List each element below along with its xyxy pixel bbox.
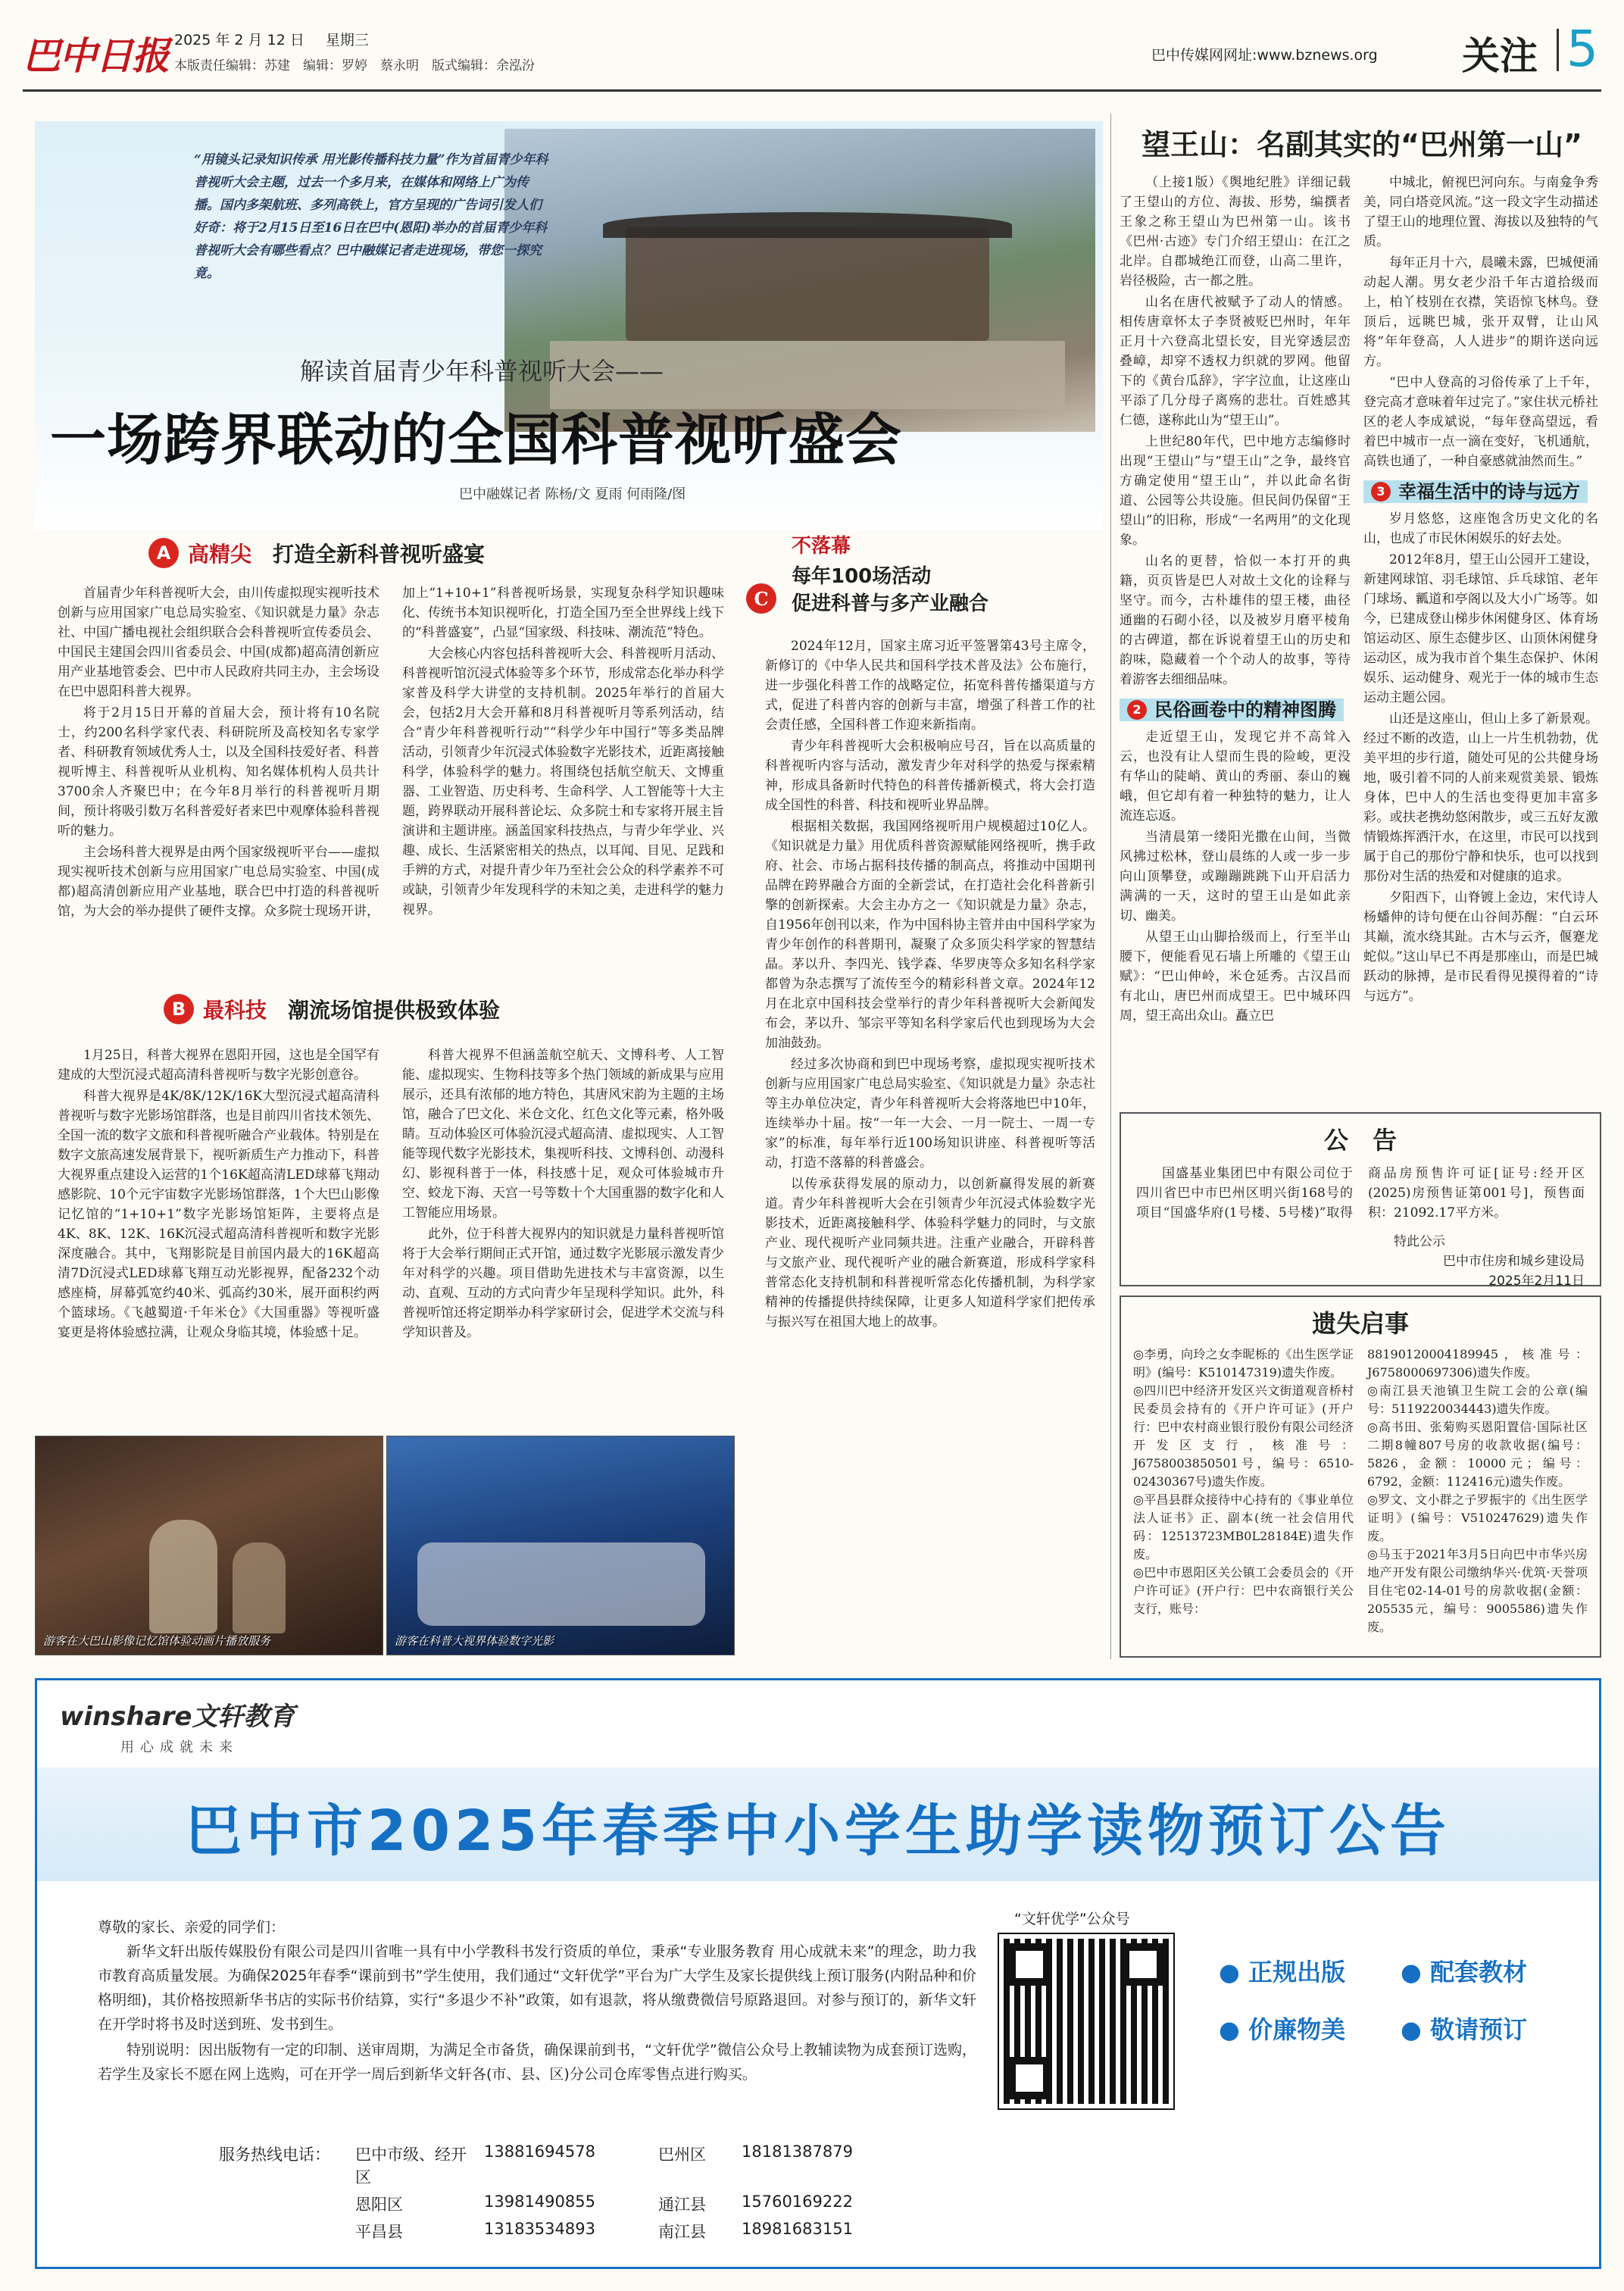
feature-item: ● 敬请预订 bbox=[1401, 2015, 1528, 2044]
feature-headline: 一场跨界联动的全国科普视听盛会 bbox=[50, 408, 902, 473]
feature-intro: “用镜头记录知识传承 用光影传播科技力量”作为首届青少年科普视听大会主题，过去一个多月来，在媒体和网络上广为传播。国内多架航班、多列高铁上，官方呈现的广告词引发人们好奇：将于2月15日至16日在巴中(恩阳)举办的首届青少年科普视听大会有哪些看点？巴中融媒记者走进现场，带您一探究竟。 bbox=[194, 152, 548, 281]
lost-item: 88190120004189945，核准号：J6758000697306)遗失作废。 bbox=[1367, 1347, 1588, 1380]
masthead-rule bbox=[23, 89, 1601, 92]
qr-label: “文轩优学”公众号 bbox=[1014, 1911, 1130, 1927]
hotline-area: 巴州区 bbox=[658, 2146, 706, 2164]
mountain-para: 当清晨第一缕阳光撒在山间，当微风拂过松林，登山晨练的人或一步一步向山顶攀登，或蹦蹦跳跳下山开启活力满满的一天，这时的望王山是如此亲切、幽美。 bbox=[1120, 830, 1351, 924]
subhead-3-title: 幸福生活中的诗与远方 bbox=[1398, 481, 1580, 502]
hotline-phone[interactable]: 18181387879 bbox=[742, 2143, 853, 2161]
issue-date bbox=[174, 29, 369, 49]
section-a-letter: A bbox=[148, 538, 179, 568]
editors-line: 本版责任编辑：苏建 编辑：罗婷 蔡永明 版式编辑：余泓汾 bbox=[174, 58, 535, 73]
section-c-title-2: 促进科普与多产业融合 bbox=[792, 592, 989, 615]
section-a-para: 主会场科普大视界是由两个国家级视听平台——虚拟现实视听技术创新与应用国家广电总局实验室、中国(成都)超高清创新应用产业基地，联合巴中打造的科普视听馆，为大会的举办提供了硬件支撑。众多院士现场开讲，加上“1+10+1”科普视听场景，实现复杂科学知识趣味化、传统书本知识视听化，打造全国乃至全世界线上线下的“科普盛宴”，凸显“国家级、科技味、潮流范”特色。 bbox=[58, 586, 724, 919]
section-a bbox=[35, 538, 732, 568]
mountain-para: 岁月悠悠，这座饱含历史文化的名山，也成了市民休闲娱乐的好去处。 bbox=[1363, 511, 1598, 546]
photo-2-seats bbox=[417, 1542, 705, 1626]
notice-date: 2025年2月11日 bbox=[1488, 1274, 1585, 1289]
lost-item: ◎马玉于2021年3月5日向巴中市华兴房地产开发有限公司缴纳华兴·优筑·天誉项目住宅02-14-01号的房款收据(金额：205535元，编号：9005586)遗失作废。 bbox=[1367, 1547, 1588, 1634]
ad-box bbox=[35, 1678, 1601, 2269]
section-b-letter: B bbox=[164, 994, 194, 1024]
feature-item: ● 正规出版 bbox=[1219, 1958, 1346, 1986]
lost-item: ◎高书田、张菊购买恩阳置信·国际社区二期8幢807号房的收款收据(编号：5826，金额：10000元；编号：6792，金额：112416元)遗失作废。 bbox=[1367, 1420, 1588, 1489]
feature-label: 敬请预订 bbox=[1430, 2015, 1528, 2044]
lost-item: ◎南江县天池镇卫生院工会的公章(编号：5119220034443)遗失作废。 bbox=[1367, 1383, 1588, 1416]
mountain-para: 夕阳西下，山脊镀上金边，宋代诗人杨蟠伸的诗句便在山谷间苏醒：“白云环其巅，流水绕其趾。古木与云齐，偃蹇龙蛇似。”这山早已不再是那座山，而是巴城跃动的脉搏，是市民看得见摸得着的“诗与远方”。 bbox=[1363, 890, 1598, 1004]
section-c bbox=[746, 530, 1102, 629]
feature-byline: 巴中融媒记者 陈杨/文 夏雨 何雨隆/图 bbox=[459, 486, 686, 502]
feature-item: ● 价廉物美 bbox=[1219, 2015, 1346, 2044]
masthead bbox=[23, 21, 1601, 82]
section-b-para: 科普大视界是4K/8K/12K/16K大型沉浸式超高清科普视听与数字光影场馆群落，也是目前四川省技术领先、全国一流的数字文旅和科普视听融合产业载体。特别是在数字文旅高速发展背景下，视听新质生产力推动下，科普大视界重点建设入运营的1个16K超高清LED球幕飞翔动感影院、10个元宇宙数字光影场馆群落，1个大巴山影像记忆馆的“1+10+1”数字光影场馆矩阵，主要将点是4K、8K、12K、16K沉浸式超高清科普视听和数字光影深度融合。其中，飞翔影院是目前国内最大的16K超高清7D沉浸式LED球幕飞翔互动光影视界，配备232个动感座椅，屏幕弧宽约40米、弧高约30米，展开面积约两个篮球场。《飞越蜀道·千年米仓》《大国重器》等视听盛宴更是将体验感拉满，让观众身临其境，体验感十足。 bbox=[58, 1089, 379, 1340]
section-c-para: 青少年科普视听大会积极响应号召，旨在以高质量的科普视听内容与活动，激发青少年对科学的热爱与探索精神，形成具备新时代特色的科普传播新模式，将大会打造成全国性的科普、科技和视听业界品牌。 bbox=[765, 739, 1095, 813]
section-b-title: 潮流场馆提供极致体验 bbox=[288, 998, 501, 1023]
lost-item: ◎李勇，向玲之女李昵栎的《出生医学证明》(编号：K510147319)遗失作废。 bbox=[1133, 1347, 1354, 1380]
mountain-col-2 bbox=[1363, 173, 1598, 1105]
lost-item: ◎平昌县群众接待中心持有的《事业单位法人证书》正、副本(统一社会信用代码：12513723MB0L28184E)遗失作废。 bbox=[1133, 1492, 1354, 1561]
lost-title: 遗失启事 bbox=[1311, 1309, 1409, 1338]
subhead-2-title: 民俗画卷中的精神图腾 bbox=[1154, 699, 1336, 720]
mountain-para: （上接1版）《舆地纪胜》详细记载了王望山的方位、海拔、形势，编撰者王象之称王望山为巴州第一山。该书《巴州·古迹》专门介绍王望山：在江之北岸。自郡城绝江而登，山高二里许，岩径极险，古一都之胜。 bbox=[1120, 175, 1351, 289]
page-number: 5 bbox=[1566, 20, 1598, 78]
date-text: 2025 年 2 月 12 日 bbox=[174, 32, 304, 48]
hero-building bbox=[626, 227, 989, 341]
section-a-para: 首届青少年科普视听大会，由川传虚拟现实视听技术创新与应用国家广电总局实验室、《知识就是力量》杂志社、中国广播电视社会组织联合会科普视听宣传委员会、中国民主建国会四川省委员会、中国(成都)超高清创新应用产业基地管委会、巴中市人民政府共同主办，主会场设在巴中恩阳科普大视界。 bbox=[58, 586, 379, 699]
hotline-area: 巴中市级、经开区 bbox=[355, 2146, 467, 2186]
mountain-col-1 bbox=[1120, 173, 1351, 1105]
qr-corner bbox=[1122, 1943, 1164, 1986]
qr-corner bbox=[1008, 1943, 1051, 1986]
section-b-para: 科普大视界不但涵盖航空航天、文博科考、人工智能、虚拟现实、生物科技等多个热门领域的新成果与应用展示，还具有浓郁的地方特色，其唐风宋韵为主题的主场馆，融合了巴文化、米仓文化、红色文化等元素，格外吸睛。互动体验区可体验沉浸式超高清、虚拟现实、人工智能等现代数字光影技术，集视听科技、文博科创、动漫科幻、影视科普于一体，科技感十足，观众可体验城市升空、蛟龙下海、天宫一号等数十个大国重器的数字化和人工智能应用场景。 bbox=[402, 1048, 724, 1221]
hotline-phone[interactable]: 13881694578 bbox=[484, 2143, 595, 2161]
notice-closing: 特此公示 bbox=[1394, 1234, 1445, 1249]
subhead-3-number: 3 bbox=[1371, 482, 1391, 502]
ad-para: 新华文轩出版传媒股份有限公司是四川省唯一具有中小学教科书发行资质的单位，秉承“专业服务教育 用心成就未来”的理念，助力我市教育高质量发展。为确保2025年春季“课前到书”学生使用，我们通过“文轩优学”平台为广大学生及家长提供线上预订服务(内附品种和价格明细)，其价格按照新华书店的实际书价结算，实行“多退少不补”政策，如有退款，将从缴费微信号原路退回。对参与预订的，新华文轩在开学时将书及时送到班、发书到生。 bbox=[98, 1943, 976, 2033]
subhead-2-number: 2 bbox=[1127, 700, 1147, 720]
section-a-para: 大会核心内容包括科普视听大会、科普视听月活动、科普视听馆沉浸式体验等多个环节，形成常态化举办科学家普及科学大讲堂的支持机制。2025年举行的首届大会，包括2月大会开幕和8月科普视听月等系列活动，结合“青少年科普视听行动”“科学少年中国行”等多类品牌活动，引领青少年沉浸式体验数字光影技术，近距离接触科学，体验科学的魅力。将围绕包括航空航天、文博重器、工业智造、历史科考、生命科学、人工智能等十大主题，跨界联动开展科普论坛、众多院士和专家将开展主旨演讲和主题讲座。涵盖国家科技热点，与青少年学业、兴趣、成长、生活紧密相关的热点，以耳闻、目见、足践和手辨的方式，对提升青少年乃至社会公众的科学素养不可或缺，引领青少年发现科学的未知之美，走进科学的魅力视界。 bbox=[402, 646, 724, 917]
mountain-para: 2012年8月，望王山公园开工建设，新建网球馆、羽毛球馆、乒乓球馆、老年门球场、瓤道和亭阁以及大小广场等。如今，已建成登山梯步休闲健身区、体育场馆运动区、原生态健步区、山顶休闲健身运动区，成为我市首个集生态保护、休闲娱乐、运动健身、观光于一体的城市生态运动主题公园。 bbox=[1363, 552, 1598, 705]
section-c-tag: 不落幕 bbox=[792, 535, 851, 558]
feature-label: 价廉物美 bbox=[1248, 2015, 1346, 2044]
mountain-para: 山名在唐代被赋予了动人的情感。相传唐章怀太子李贤被贬巴州时，年年正月十六登高北望长安，目光穿透层峦叠嶂，却穿不透权力织就的罗网。他留下的《黄台瓜辞》，字字泣血，让这座山平添了几分母子离殇的悲壮。百姓感其仁德，遂称此山为“望王山”。 bbox=[1120, 295, 1351, 428]
hotline-phone[interactable]: 15760169222 bbox=[742, 2193, 853, 2211]
ad-brand: winshare文轩教育 bbox=[60, 1702, 295, 1732]
mountain-subhead-3 bbox=[1363, 480, 1588, 503]
hotline-phone[interactable]: 18981683151 bbox=[742, 2220, 853, 2238]
notice-box bbox=[1120, 1112, 1601, 1289]
mountain-para: 山还是这座山，但山上多了新景观。经过不断的改造，山上一片生机勃勃，优美平坦的步行道，随处可见的公共健身场地，吸引着不同的人前来观赏美景、锻炼身体，巴中人的生活也变得更加丰富多彩。或扶老携幼悠闲散步，或三五好友激情锻炼挥洒汗水，在这里，市民可以找到属于自己的那份宁静和快乐，也可以找到那份对生活的热爱和对健康的追求。 bbox=[1363, 711, 1598, 884]
column-divider bbox=[1110, 114, 1111, 1659]
photo-2 bbox=[386, 1436, 735, 1655]
ad-features bbox=[1219, 1953, 1582, 2046]
hotline-phone[interactable]: 13183534893 bbox=[484, 2220, 595, 2238]
section-b-body bbox=[58, 1045, 724, 1424]
hotline-area: 平昌县 bbox=[355, 2223, 403, 2241]
hotline-label: 服务热线电话： bbox=[219, 2146, 330, 2164]
section-c-letter: C bbox=[746, 583, 776, 614]
section-b-tag: 最科技 bbox=[203, 998, 267, 1023]
photo-1 bbox=[35, 1436, 383, 1655]
hotline-area: 恩阳区 bbox=[355, 2196, 403, 2214]
section-c-para: 经过多次协商和到巴中现场考察，虚拟现实视听技术创新与应用国家广电总局实验室、《知识就是力量》杂志社等主办单位决定，青少年科普视听大会将落地巴中10年，连续举办十届。按“一年一大会、一月一院士、一周一专家”的标准，每年举行近100场知识讲座、科普视听等活动，打造不落幕的科普盛会。 bbox=[765, 1057, 1095, 1171]
lost-col-1 bbox=[1133, 1346, 1354, 1636]
section-a-head bbox=[148, 538, 732, 568]
section-b-head bbox=[164, 994, 732, 1024]
section-b-para: 此外，位于科普大视界内的知识就是力量科普视听馆将于大会举行期间正式开馆，通过数字光影展示激发青少年对科学的兴趣。项目借助先进技术与丰富资源，以生动、直观、互动的方式向青少年呈现科学知识。此外，科普视听馆还将定期举办科学家研讨会，促进学术交流与科学知识普及。 bbox=[402, 1227, 724, 1340]
website-text[interactable]: 巴中传媒网网址:www.bznews.org bbox=[1151, 47, 1378, 64]
photo-1-figure bbox=[233, 1542, 286, 1633]
qr-code[interactable] bbox=[999, 1934, 1173, 2108]
photo-1-figure bbox=[149, 1520, 217, 1633]
section-c-para: 2024年12月，国家主席习近平签署第43号主席令，新修订的《中华人民共和国科学技术普及法》公布施行，进一步强化科普工作的战略定位，拓宽科普传播渠道与方式，促进了科普内容的创新与丰富，增强了科普工作的社会责任感，全国科普工作迎来新指南。 bbox=[765, 639, 1095, 733]
feature-hero bbox=[35, 121, 1103, 530]
ad-para: 特别说明：因出版物有一定的印制、送审周期，为满足全市备货，确保课前到书，“文轩优学”微信公众号上教辅读物为成套预订选购，若学生及家长不愿在网上选购，可在开学一周后到新华文轩各(市、县、区)分公司仓库零售点进行购买。 bbox=[98, 2042, 976, 2083]
section-c-title-1: 每年100场活动 bbox=[792, 565, 932, 588]
hotline-grid bbox=[355, 2143, 893, 2243]
hotline-area: 南江县 bbox=[658, 2223, 706, 2241]
mountain-subhead-2 bbox=[1120, 699, 1344, 721]
mountain-para: 上世纪80年代，巴中地方志编修时出现“王望山”与“望王山”之争，最终官方确定使用“望王山”，并以此命名街道、公园等公共设施。但民间仍保留“王望山”的旧称，形成“一名两用”的文化现象。 bbox=[1120, 434, 1351, 548]
ad-slogan: 用心成就未来 bbox=[120, 1739, 239, 1755]
mountain-para: “巴中人登高的习俗传承了上千年，登完高才意味着年过完了。”家住状元桥社区的老人李成斌说，“每年登高望远，看着巴中城市一点一滴在变好，飞机通航，高铁也通了，一种自豪感就油然而生。” bbox=[1363, 375, 1598, 469]
photo-2-caption: 游客在科普大视界体验数字光影 bbox=[395, 1634, 554, 1648]
ad-headline: 巴中市2025年春季中小学生助学读物预订公告 bbox=[186, 1799, 1451, 1864]
mountain-para: 走近望王山，发现它并不高耸入云，也没有让人望而生畏的险峻，更没有华山的陡峭、黄山的秀丽、泰山的巍峨，但它却有着一种独特的魅力，让人流连忘返。 bbox=[1120, 730, 1351, 824]
ad-body bbox=[98, 1915, 976, 2088]
feature-kicker: 解读首届青少年科普视听大会—— bbox=[300, 357, 664, 386]
notice-text: 国盛基业集团巴中有限公司位于四川省巴中市巴州区明兴街168号的项目“国盛华府(1号楼、5号楼)”取得商品房预售许可证[证号:经开区(2025)房预售证第001号]，预售面积：21092.17平方米。 bbox=[1136, 1166, 1585, 1221]
mountain-para: 中城北，俯视巴河向东。与南龛争秀美，同白塔竞风流。”这一段文字生动描述了望王山的地理位置、海拔以及独特的气质。 bbox=[1363, 175, 1598, 249]
weekday-text: 星期三 bbox=[325, 32, 369, 48]
notice-issuer: 巴中市住房和城乡建设局 bbox=[1443, 1254, 1585, 1269]
mountain-para: 从望王山山脚拾级而上，行至半山腰下，便能看见石墙上所雕的《望王山赋》：“巴山伸岭，米仓延秀。古汉昌而有北山，唐巴州而成望王。巴中城环四周，望王高出众山。矗立巴 bbox=[1120, 930, 1351, 1024]
section-c-body bbox=[765, 636, 1095, 1655]
paper-logo: 巴中日报 bbox=[23, 33, 168, 78]
section-divider bbox=[1557, 29, 1559, 71]
qr-corner bbox=[1008, 2057, 1051, 2099]
section-c-para: 以传承获得发展的原动力，以创新赢得发展的新赛道。青少年科普视听大会在引领青少年沉浸式体验数字光影技术，近距离接触科学、体验科学魅力的同时，与文旅产业、现代视听产业同频共进。注重产业融合，开辟科普与文旅产业、现代视听产业的融合新赛道，形成科学家科普常态化支持机制和科普视听常态化传播机制，为科学家精神的传播提供持续保障，让更多人知道科学家们把传承与振兴写在祖国大地上的故事。 bbox=[765, 1177, 1095, 1330]
feature-item: ● 配套教材 bbox=[1401, 1958, 1528, 1986]
section-a-tag: 高精尖 bbox=[188, 542, 252, 567]
section-title: 关注 bbox=[1462, 34, 1538, 78]
lost-box bbox=[1120, 1296, 1601, 1658]
photo-1-caption: 游客在大巴山影像记忆馆体验动画片播放服务 bbox=[43, 1634, 271, 1648]
feature-label: 正规出版 bbox=[1248, 1958, 1346, 1986]
section-b bbox=[35, 994, 732, 1024]
section-a-title: 打造全新科普视听盛宴 bbox=[273, 542, 486, 567]
section-b-para: 1月25日，科普大视界在恩阳开园，这也是全国罕有建成的大型沉浸式超高清科普视听与数字光影创意谷。 bbox=[58, 1048, 379, 1083]
mountain-headline: 望王山：名副其实的“巴州第一山” bbox=[1141, 128, 1582, 161]
mountain-para: 山名的更替，恰似一本打开的典籍，页页皆是巴人对故土文化的诠释与坚守。而今，古朴雄伟的望王楼，曲径通幽的石砌小径，以及被岁月磨平棱角的古碑道，都在诉说着望王山的历史和韵味，隐藏着一个个动人的故事，等待着游客去细细品味。 bbox=[1120, 554, 1351, 687]
feature-label: 配套教材 bbox=[1430, 1958, 1528, 1986]
hotline-phone[interactable]: 13981490855 bbox=[484, 2193, 595, 2211]
section-a-body bbox=[58, 583, 724, 977]
lost-item: ◎四川巴中经济开发区兴文街道观音桥村民委员会持有的《开户许可证》(开户行：巴中农村商业银行股份有限公司经济开发区支行，核准号：J6758003850501号，编号：6510-02430367号)遗失作废。 bbox=[1133, 1383, 1354, 1489]
notice-title: 公 告 bbox=[1323, 1126, 1397, 1155]
ad-greeting: 尊敬的家长、亲爱的同学们： bbox=[98, 1919, 286, 1936]
lost-col-2 bbox=[1367, 1346, 1588, 1636]
lost-item: ◎罗文、文小群之子罗振宇的《出生医学证明》(编号：V510247629)遗失作废。 bbox=[1367, 1492, 1588, 1543]
mountain-para: 每年正月十六，晨曦未露，巴城便涌动起人潮。男女老少沿千年古道拾级而上，柏丫枝别在衣襟，笑语惊飞林鸟。登顶后，远眺巴城，张开双臂，让山风将“年年登高，人人进步”的期许送向远方。 bbox=[1363, 255, 1598, 369]
section-c-para: 根据相关数据，我国网络视听用户规模超过10亿人。《知识就是力量》用优质科普资源赋能网络视听，携手政府、社会、市场占据科技传播的制高点，将推动中国期刊品牌在跨界融合方面的全新尝试，在打造社会化科普新引擎的创新探索。大会主办方之一《知识就是力量》杂志，自1956年创刊以来，作为中国科协主管并由中国科学家为青少年创作的科普期刊，凝聚了众多顶尖科学家的智慧结晶。茅以升、李四光、钱学森、华罗庚等众多知名科学家都曾为杂志撰写了流传至今的精彩科普文章。2024年12月在北京中国科技会堂举行的青少年科普视听大会新闻发布会，茅以升、邹宗平等知名科学家后代也到现场为大会加油鼓劲。 bbox=[765, 819, 1095, 1051]
lost-item: ◎巴中市恩阳区关公镇工会委员会的《开户许可证》(开户行：巴中农商银行关公支行，账号： bbox=[1133, 1565, 1354, 1616]
section-a-para: 将于2月15日开幕的首届大会，预计将有10名院士，约200名科学家代表、科研院所及高校知名专家学者、科研教育领域优秀人士，以及全国科技爱好者、科普视听博主、科普视听从业机构、知名媒体机构人员共计3700余人齐聚巴中；在今年8月举行的科普视听月期间，预计将吸引数万名科普爱好者来巴中观摩体验科普视听的魅力。 bbox=[58, 705, 379, 839]
hotline-area: 通江县 bbox=[658, 2196, 706, 2214]
hero-roof bbox=[603, 212, 1012, 238]
